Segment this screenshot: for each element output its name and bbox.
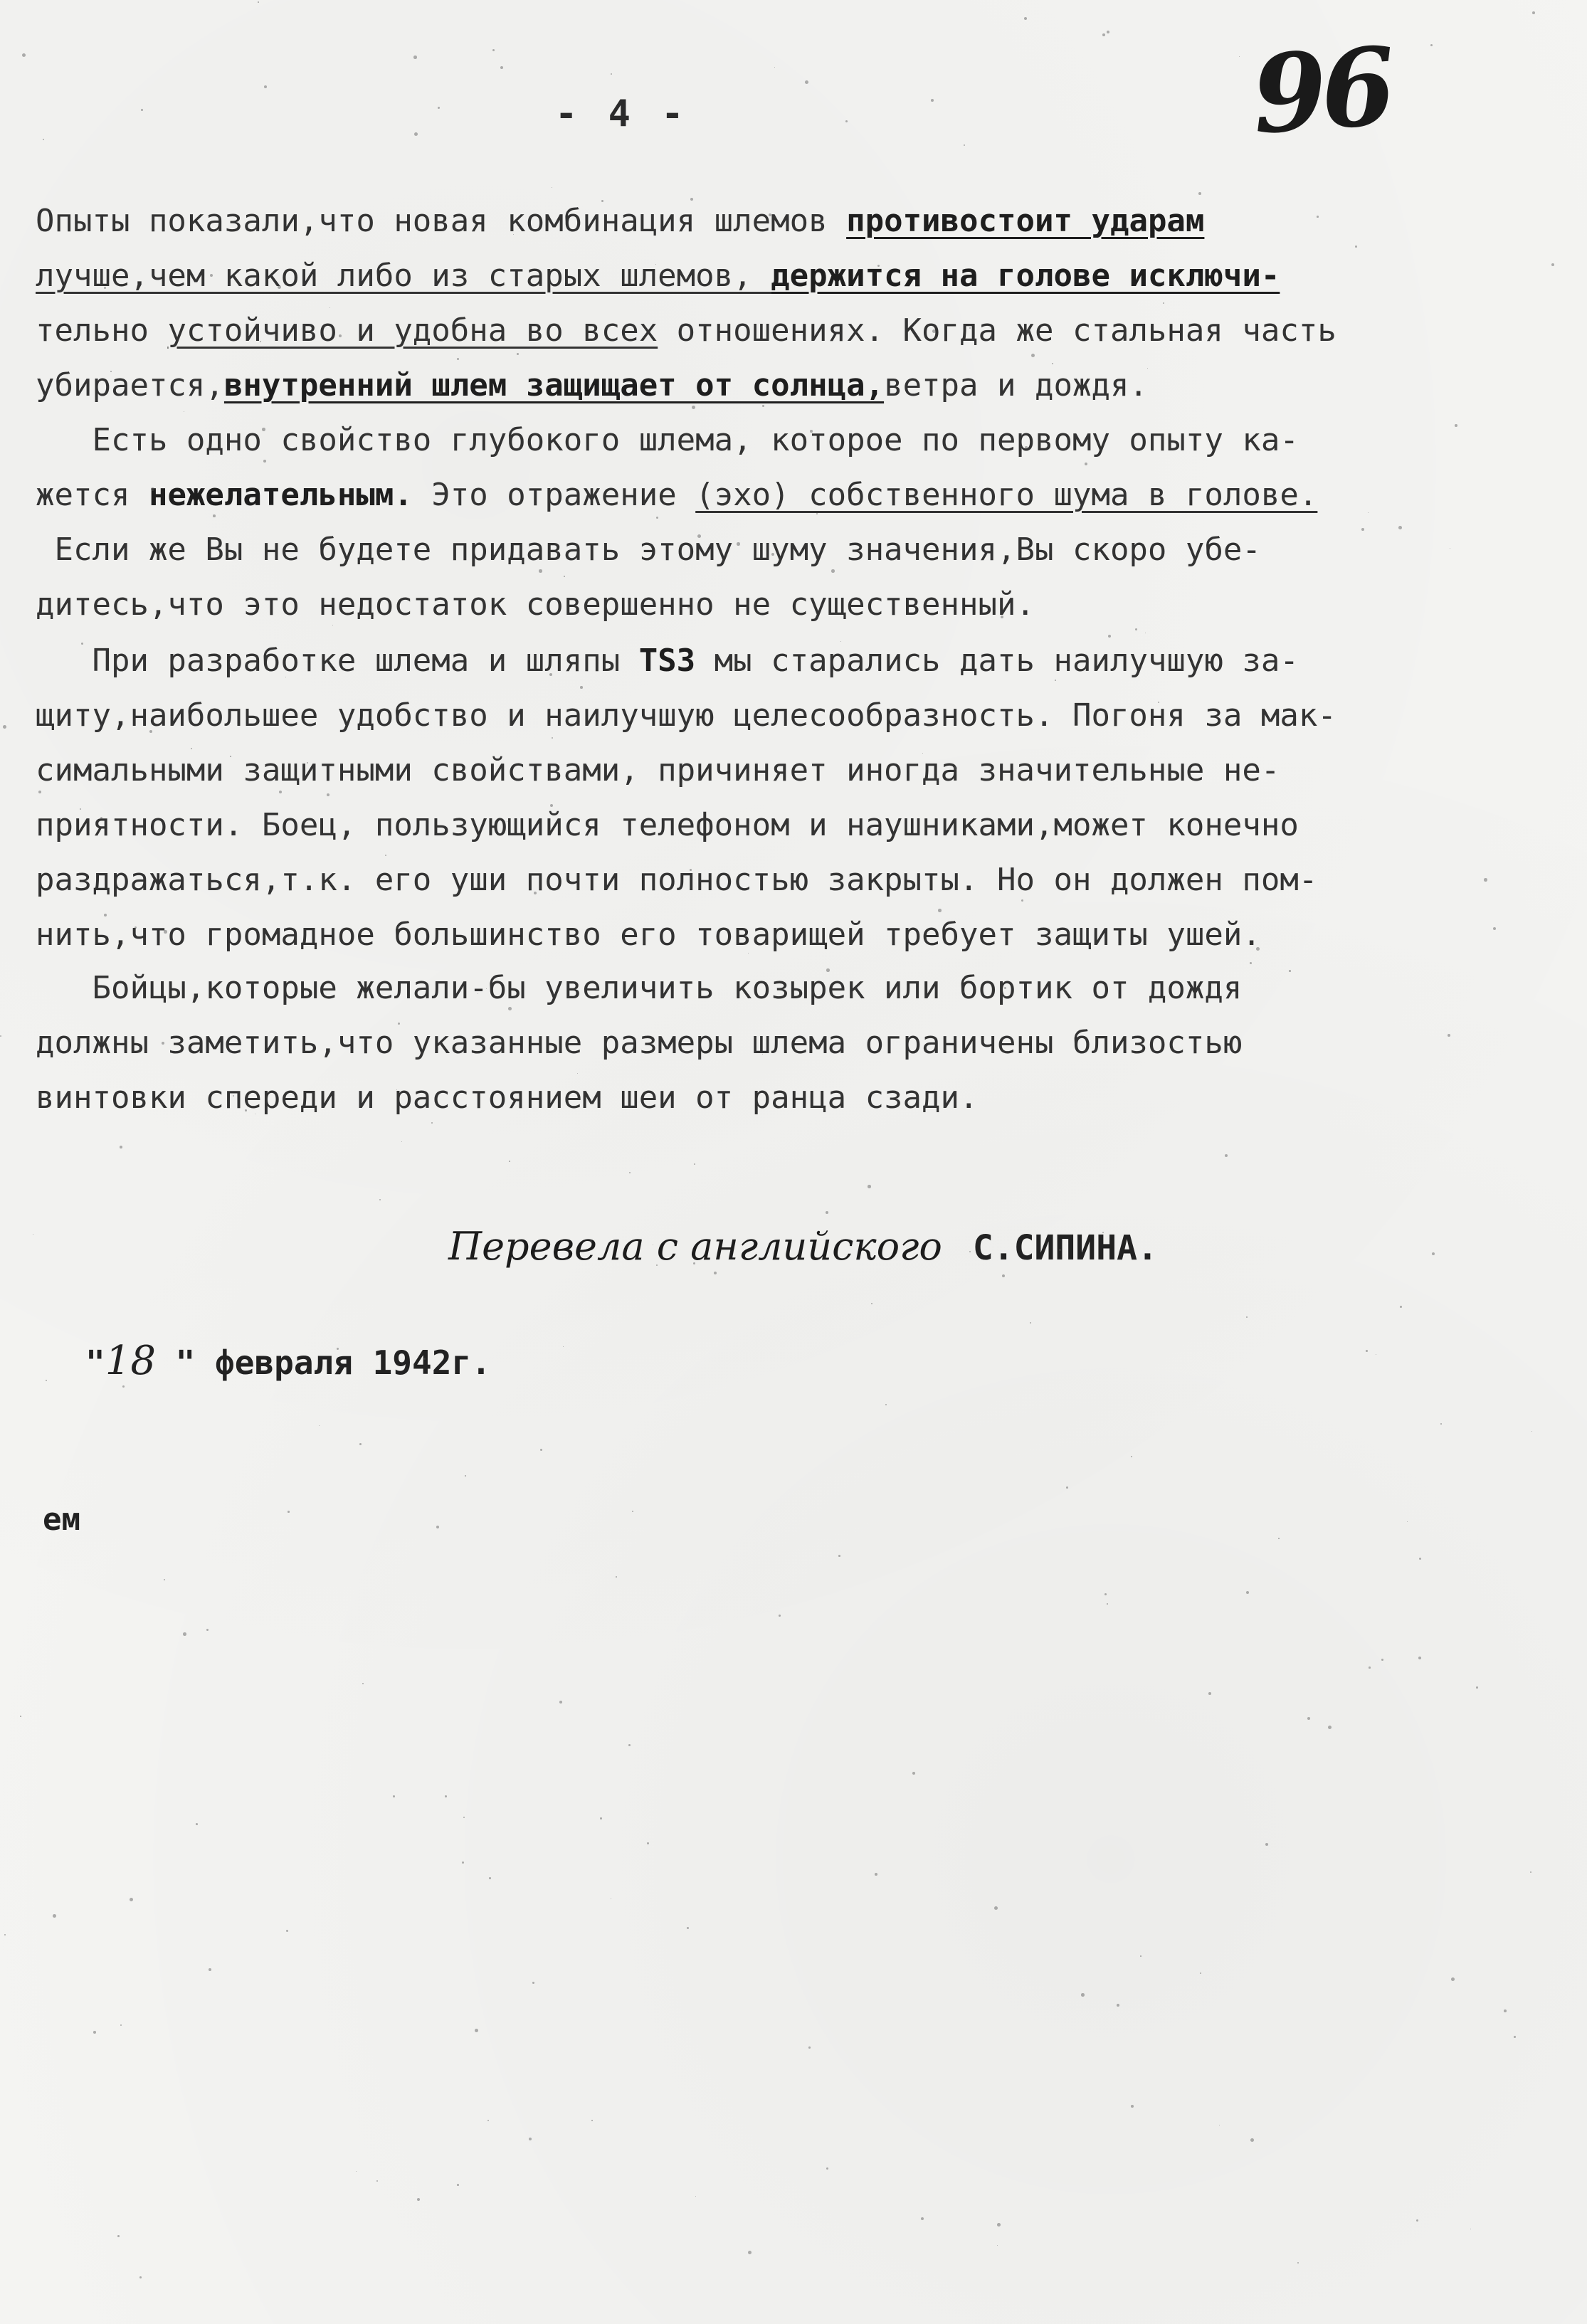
paper-speck	[831, 569, 835, 573]
paper-speck	[805, 80, 808, 84]
paper-speck	[1532, 11, 1535, 14]
archive-number-handwritten: 96	[1248, 23, 1394, 159]
paper-speck	[110, 371, 112, 372]
paper-speck	[868, 1185, 871, 1188]
paper-speck	[120, 2024, 122, 2026]
paper-speck	[1107, 1603, 1108, 1605]
paper-speck	[262, 428, 265, 431]
paper-speck	[1430, 44, 1433, 46]
paper-speck	[1104, 1593, 1107, 1595]
paper-speck	[1140, 1955, 1142, 1957]
paragraph-3	[36, 633, 1573, 962]
paper-speck	[1476, 1686, 1478, 1689]
paper-speck	[1514, 2036, 1516, 2038]
paper-speck	[1246, 1316, 1248, 1318]
paper-speck	[445, 1795, 447, 1797]
paper-speck	[164, 930, 167, 934]
paper-speck	[38, 791, 41, 793]
paper-speck	[4, 1934, 6, 1935]
text-line	[36, 194, 1573, 248]
paper-speck	[1107, 31, 1109, 33]
paper-speck	[826, 2167, 828, 2170]
paper-speck	[206, 1629, 209, 1631]
text-line	[36, 852, 1573, 907]
paper-speck	[1381, 1659, 1383, 1661]
text-segment: тельно	[36, 312, 168, 349]
paper-speck	[1117, 2004, 1119, 2007]
paper-speck	[748, 2251, 752, 2254]
text-segment: дитесь,что это недостаток совершенно не существенный.	[36, 586, 1035, 623]
text-line	[36, 358, 1573, 413]
paper-speck	[1484, 878, 1487, 882]
paper-speck	[990, 336, 992, 338]
paper-speck	[1297, 2262, 1299, 2264]
paper-speck	[1451, 1977, 1455, 1981]
text-line	[36, 248, 1573, 303]
paper-speck	[151, 487, 154, 491]
paper-speck	[1031, 354, 1035, 357]
paper-speck	[600, 1817, 602, 1819]
text-segment: симальными защитными свойствами, причиняет иногда значительные не-	[36, 752, 1280, 788]
paper-speck	[590, 1240, 592, 1242]
paper-speck	[1355, 245, 1357, 248]
paper-speck	[472, 887, 473, 889]
paper-speck	[162, 1042, 164, 1045]
text-line	[36, 1070, 1573, 1125]
paper-speck	[104, 914, 107, 917]
paper-speck	[540, 1449, 542, 1451]
paper-speck	[463, 1817, 465, 1818]
paper-speck	[1455, 424, 1457, 427]
date-open-quote: "	[85, 1343, 105, 1382]
text-segment: нить,что громадное большинство его товарищей требует защиты ушей.	[36, 917, 1261, 953]
paper-speck	[263, 460, 266, 463]
paper-speck	[417, 2198, 420, 2201]
typist-initials: ем	[43, 1501, 80, 1538]
paper-speck	[80, 808, 81, 810]
paper-speck	[762, 1054, 763, 1055]
text-segment: винтовки спереди и расстоянием шеи от ранца сзади.	[36, 1079, 979, 1116]
paper-speck	[3, 725, 6, 729]
paper-speck	[164, 1579, 165, 1580]
paper-speck	[245, 1109, 247, 1111]
paragraph-4	[36, 961, 1573, 1125]
paper-speck	[877, 265, 880, 267]
paper-speck	[264, 85, 267, 88]
paper-speck	[611, 73, 612, 75]
paper-speck	[1278, 1538, 1280, 1539]
text-line	[36, 688, 1573, 743]
text-line	[36, 907, 1573, 962]
paper-speck	[413, 56, 417, 59]
paper-speck	[1416, 2219, 1418, 2222]
paper-speck	[1250, 2138, 1254, 2142]
paper-speck	[487, 2120, 489, 2121]
text-segment: жется	[36, 477, 149, 513]
paper-speck	[423, 1358, 426, 1360]
paper-speck	[288, 1511, 290, 1513]
paper-speck	[209, 1968, 211, 1971]
paper-speck	[1055, 680, 1056, 681]
paper-speck	[278, 285, 281, 289]
paper-speck	[436, 1526, 439, 1528]
paper-speck	[1002, 1274, 1005, 1277]
underlined-text: лучше,чем какой либо из старых шлемов,	[36, 258, 771, 294]
paper-speck	[191, 748, 192, 749]
paper-speck	[183, 1632, 186, 1636]
text-segment: ветра и дождя.	[884, 367, 1148, 403]
text-segment: Это отражение	[412, 477, 696, 513]
paper-speck	[43, 139, 44, 140]
text-line	[36, 1015, 1573, 1070]
paper-speck	[1025, 446, 1028, 449]
paper-speck	[765, 942, 766, 944]
paper-speck	[628, 1744, 631, 1746]
paper-speck	[921, 2217, 924, 2220]
text-line	[36, 798, 1573, 852]
paper-speck	[1066, 1486, 1068, 1489]
paper-speck	[845, 120, 848, 122]
paper-speck	[385, 855, 386, 856]
paper-speck	[997, 2223, 1001, 2227]
paper-speck	[690, 869, 692, 871]
paper-speck	[532, 1982, 534, 1984]
paper-speck	[1328, 1726, 1332, 1729]
paper-speck	[1246, 1591, 1249, 1594]
text-line	[36, 413, 1573, 468]
paper-speck	[122, 1385, 125, 1388]
text-line	[36, 468, 1573, 522]
paper-speck	[462, 1861, 464, 1864]
paper-speck	[141, 109, 143, 111]
paper-speck	[687, 1927, 689, 1929]
text-line	[36, 961, 1573, 1015]
paper-speck	[1289, 970, 1291, 972]
paper-speck	[656, 517, 658, 519]
paper-speck	[714, 1272, 717, 1274]
paper-speck	[230, 756, 231, 757]
text-line	[36, 303, 1573, 358]
paper-speck	[492, 49, 495, 51]
paper-speck	[439, 391, 442, 394]
paper-speck	[362, 1683, 364, 1684]
paper-speck	[120, 1146, 122, 1148]
text-segment: должны заметить,что указанные размеры шлема ограничены близостью	[36, 1025, 1243, 1061]
paper-speck	[438, 107, 440, 109]
paper-speck	[414, 132, 418, 136]
paper-speck	[838, 1555, 840, 1557]
paper-speck	[563, 1346, 564, 1347]
paper-speck	[912, 1772, 915, 1775]
paper-speck	[969, 327, 971, 329]
paper-speck	[808, 2046, 811, 2049]
text-segment: приятности. Боец, пользующийся телефоном и наушниками,может конечно	[36, 807, 1299, 843]
date-day-handwritten: 18	[105, 1338, 156, 1384]
paper-speck	[1407, 1521, 1408, 1522]
paper-speck	[1052, 363, 1053, 364]
page-number: - 4 -	[555, 93, 688, 135]
paper-speck	[1440, 1423, 1442, 1425]
paper-speck	[529, 2138, 532, 2140]
paper-speck	[1418, 1657, 1421, 1659]
paper-speck	[1256, 947, 1260, 951]
paper-speck	[875, 1873, 877, 1876]
paper-speck	[693, 1262, 695, 1264]
paper-speck	[616, 1576, 617, 1578]
paper-speck	[559, 1701, 562, 1704]
text-segment: Бойцы,которые желали-бы увеличить козырек или бортик от дождя	[36, 970, 1243, 1006]
paper-speck	[994, 1906, 998, 1910]
translator-signature	[448, 1224, 1158, 1269]
paper-speck	[591, 2120, 593, 2121]
paper-speck	[656, 1264, 658, 1266]
paper-speck	[1398, 526, 1402, 529]
paper-speck	[779, 1615, 781, 1617]
paper-speck	[376, 2180, 378, 2182]
paper-speck	[1369, 1667, 1371, 1669]
text-segment: Опыты показали,что новая комбинация шлемов	[36, 203, 847, 239]
paper-speck	[100, 817, 102, 819]
text-segment: раздражаться,т.к. его уши почти полностью закрыты. Но он должен пом-	[36, 862, 1318, 898]
paper-speck	[964, 144, 965, 146]
paper-speck	[629, 1172, 631, 1173]
text-line	[36, 522, 1573, 577]
paper-speck	[260, 341, 261, 342]
paper-speck	[774, 67, 775, 68]
underlined-text: внутренний шлем защищает от солнца,	[223, 367, 885, 403]
paper-speck	[1200, 1972, 1201, 1974]
paper-speck	[20, 1716, 21, 1717]
handwritten-note: Перевела с английского	[448, 1224, 942, 1269]
text-segment: Если же Вы не будете придавать этому шуму значения,Вы скоро убе-	[36, 532, 1261, 568]
paragraph-1	[36, 194, 1573, 413]
underlined-text: противостоит ударам	[846, 203, 1205, 239]
paper-speck	[1400, 1306, 1402, 1308]
paper-speck	[22, 53, 26, 57]
paper-speck	[769, 213, 771, 216]
paper-speck	[1001, 616, 1003, 618]
underlined-text: держится на голове исключи-	[771, 258, 1280, 294]
paper-speck	[1131, 2105, 1134, 2108]
paper-speck	[1131, 1456, 1132, 1457]
paper-speck	[810, 430, 813, 433]
paper-speck	[117, 2235, 120, 2237]
text-segment: мы старались дать наилучшую за-	[695, 643, 1299, 679]
paper-speck	[53, 1914, 56, 1918]
paper-speck	[319, 1425, 320, 1426]
paper-speck	[431, 1122, 433, 1124]
paper-speck	[149, 730, 152, 733]
text-segment: Есть одно свойство глубокого шлема, которое по первому опыту ка-	[36, 422, 1299, 458]
paper-speck	[213, 514, 216, 517]
underlined-text: устойчиво и удобна во всех	[167, 312, 658, 349]
paper-speck	[1135, 628, 1137, 630]
paper-speck	[564, 576, 565, 577]
paper-speck	[694, 1163, 695, 1165]
paper-speck	[1307, 1717, 1310, 1720]
paper-speck	[1448, 1034, 1450, 1037]
paper-speck	[130, 1898, 133, 1901]
paper-speck	[286, 1930, 288, 1932]
paper-speck	[509, 1161, 510, 1162]
paper-speck	[737, 542, 740, 546]
paper-speck	[401, 1141, 402, 1142]
paper-speck	[1239, 56, 1240, 57]
paper-speck	[0, 1035, 1, 1037]
paper-speck	[1198, 192, 1201, 195]
paper-speck	[997, 2245, 998, 2246]
paper-speck	[475, 2029, 478, 2032]
paper-speck	[1081, 1993, 1085, 1997]
paper-speck	[647, 1842, 649, 1844]
paper-speck	[932, 329, 936, 333]
paper-speck	[580, 686, 583, 689]
paper-speck	[258, 1, 259, 3]
paper-speck	[885, 1404, 887, 1405]
paper-speck	[692, 406, 695, 409]
paper-speck	[356, 2171, 357, 2172]
paper-speck	[1432, 1252, 1435, 1255]
text-line	[36, 633, 1573, 688]
paper-speck	[1102, 33, 1105, 36]
paper-speck	[954, 766, 957, 770]
paper-speck	[938, 909, 942, 912]
paper-speck	[233, 1095, 234, 1097]
underlined-text: (эхо) собственного шума в голове.	[695, 477, 1318, 513]
paper-speck	[1419, 1558, 1421, 1560]
translator-name: С.СИПИНА.	[972, 1228, 1158, 1268]
text-segment: TS3	[638, 643, 696, 679]
paper-speck	[359, 1443, 362, 1445]
paper-speck	[826, 968, 830, 972]
paper-speck	[695, 2196, 696, 2197]
paragraph-2	[36, 413, 1573, 632]
paper-speck	[1030, 1322, 1031, 1324]
paper-speck	[104, 287, 106, 289]
paper-speck	[1531, 1431, 1532, 1432]
paper-speck	[1265, 1843, 1268, 1846]
paper-speck	[500, 66, 503, 69]
paper-speck	[963, 991, 964, 993]
text-segment: убирается,	[36, 367, 224, 403]
paper-speck	[1163, 302, 1164, 304]
paper-speck	[46, 1380, 47, 1381]
paper-speck	[508, 1007, 512, 1010]
paper-speck	[1225, 1154, 1228, 1157]
document-date	[85, 1338, 491, 1384]
paper-speck	[196, 1823, 198, 1825]
paper-speck	[931, 99, 934, 102]
text-segment: нежелательным.	[148, 477, 413, 513]
paper-speck	[379, 1199, 381, 1200]
paper-speck	[465, 1475, 466, 1477]
paper-speck	[1366, 1350, 1368, 1352]
text-segment: щиту,наибольшее удобство и наилучшую целесообразность. Погоня за мак-	[36, 697, 1336, 734]
paper-speck	[489, 1877, 491, 1879]
paper-speck	[93, 2031, 96, 2034]
paper-speck	[1530, 1871, 1531, 1873]
paper-speck	[1208, 1692, 1211, 1695]
text-line	[36, 743, 1573, 798]
paper-speck	[457, 2184, 459, 2186]
paper-speck	[1317, 216, 1319, 218]
text-segment: При разработке шлема и шляпы	[36, 643, 639, 679]
date-month-year: " февраля 1942г.	[155, 1343, 491, 1382]
paper-speck	[139, 2276, 142, 2278]
paper-speck	[970, 228, 971, 229]
paper-speck	[1361, 528, 1364, 531]
paper-speck	[1158, 702, 1159, 703]
paper-speck	[697, 534, 701, 538]
paper-speck	[632, 1511, 633, 1512]
paper-speck	[826, 1211, 828, 1214]
paper-speck	[1024, 17, 1027, 20]
paper-speck	[393, 1795, 395, 1797]
paper-speck	[539, 569, 542, 573]
text-line	[36, 577, 1573, 632]
text-segment: отношениях. Когда же стальная часть	[658, 312, 1336, 349]
paper-speck	[687, 606, 690, 608]
paper-speck	[81, 643, 83, 645]
paper-speck	[1504, 2009, 1507, 2012]
paper-speck	[871, 1303, 872, 1304]
